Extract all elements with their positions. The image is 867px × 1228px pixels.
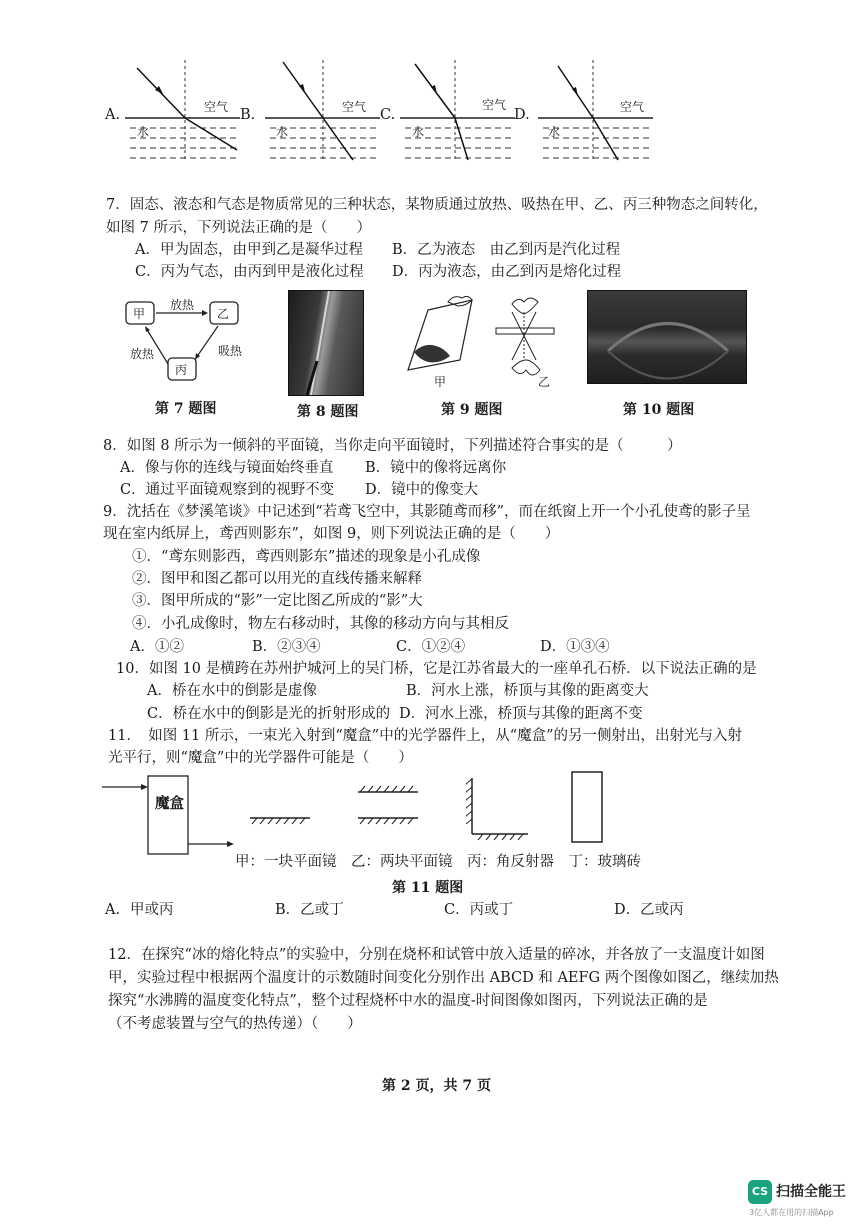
fig7-caption: 第 7 题图 <box>155 401 217 417</box>
q6-fig-c-air-label: 空气 <box>482 98 507 112</box>
q9-option-b[interactable]: B．②③④ <box>252 639 321 655</box>
q11-stem-line2: 光平行，则“魔盒”中的光学器件可能是（ ） <box>108 750 413 766</box>
fig7-label-fangre-left: 放热 <box>130 347 155 361</box>
q8-option-a[interactable]: A．像与你的连线与镜面始终垂直 <box>120 460 334 476</box>
q10-option-c[interactable]: C．桥在水中的倒影是光的折射形成的 <box>147 706 391 722</box>
q8-option-d[interactable]: D．镜中的像变大 <box>365 482 479 498</box>
scanner-logo-icon: CS <box>748 1180 772 1204</box>
fig7-box-yi: 乙 <box>217 307 230 321</box>
q6-fig-b-air-label: 空气 <box>342 100 367 114</box>
fig8-photo <box>288 290 364 396</box>
q6-option-c-label: C. <box>380 107 396 123</box>
fig7-label-fangre-top: 放热 <box>170 298 195 312</box>
q6-fig-c-water-label: 水 <box>412 125 425 139</box>
q7-option-c[interactable]: C．丙为气态，由丙到甲是液化过程 <box>135 264 364 280</box>
q7-option-b[interactable]: B．乙为液态 由乙到丙是汽化过程 <box>392 242 621 258</box>
q12-line2: 甲，实验过程中根据两个温度计的示数随时间变化分别作出 ABCD 和 AEFG 两个图像如图乙，继续加热 <box>108 970 779 986</box>
q8-option-c[interactable]: C．通过平面镜观察到的视野不变 <box>120 482 335 498</box>
q11-stem-line1: 11． 如图 11 所示，一束光入射到“魔盒”中的光学器件上，从“魔盒”的另一侧射出，出射光与入射 <box>108 728 743 744</box>
q9-stem-line2: 现在室内纸屏上，鸢西则影东”，如图 9，则下列说法正确的是（ ） <box>103 526 560 542</box>
q9-stem-line1: 9．沈括在《梦溪笔谈》中记述到“若鸢飞空中，其影随鸢而移”，而在纸窗上开一个小孔使鸢的影子呈 <box>103 504 751 520</box>
fig11-legend: 甲：一块平面镜 乙：两块平面镜 丙：角反射器 丁：玻璃砖 <box>235 854 641 870</box>
q10-stem: 10．如图 10 是横跨在苏州护城河上的吴门桥，它是江苏省最大的一座单孔石桥．以下说法正确的是 <box>116 661 757 677</box>
fig7-box-bing: 丙 <box>175 363 188 377</box>
fig9-label-yi: 乙 <box>538 375 551 389</box>
q9-statement-2: ②．图甲和图乙都可以用光的直线传播来解释 <box>132 571 422 587</box>
fig9-caption: 第 9 题图 <box>441 402 503 418</box>
q7-stem-line1: 7．固态、液态和气态是物质常见的三种状态，某物质通过放热、吸热在甲、乙、丙三种物态之间转化， <box>106 197 768 213</box>
fig9-label-jia: 甲 <box>434 375 447 389</box>
fig10-bridge-shape <box>588 291 746 383</box>
q9-statement-1: ①．“鸢东则影西，鸢西则影东”描述的现象是小孔成像 <box>132 549 481 565</box>
q12-line1: 12．在探究“冰的熔化特点”的实验中，分别在烧杯和试管中放入适量的碎冰，并各放了一支温度计如图 <box>108 947 765 963</box>
q8-option-b[interactable]: B．镜中的像将远离你 <box>365 460 507 476</box>
q6-fig-a-air-label: 空气 <box>204 100 229 114</box>
fig8-mirror-shape <box>289 291 363 395</box>
q12-line4: （不考虑装置与空气的热传递）（ ） <box>108 1016 362 1032</box>
fig10-caption: 第 10 题图 <box>623 402 695 418</box>
fig11-caption: 第 11 题图 <box>392 880 464 896</box>
q9-option-a[interactable]: A．①② <box>130 639 184 655</box>
scanner-app-title: 扫描全能王 <box>776 1184 846 1200</box>
q11-option-a[interactable]: A．甲或丙 <box>105 902 174 918</box>
q9-option-d[interactable]: D．①③④ <box>540 639 610 655</box>
fig7-label-xire: 吸热 <box>218 344 243 358</box>
q11-option-b[interactable]: B．乙或丁 <box>275 902 344 918</box>
q6-option-a-label: A. <box>105 107 121 123</box>
q10-option-b[interactable]: B．河水上涨，桥顶与其像的距离变大 <box>406 683 649 699</box>
q11-option-c[interactable]: C．丙或丁 <box>444 902 514 918</box>
q6-fig-b-water-label: 水 <box>276 125 289 139</box>
q6-fig-d-water-label: 水 <box>548 125 561 139</box>
page-footer: 第 2 页，共 7 页 <box>382 1078 491 1094</box>
q12-line3: 探究“水沸腾的温度变化特点”，整个过程烧杯中水的温度-时间图像如图丙，下列说法正确的是 <box>108 993 708 1009</box>
fig8-caption: 第 8 题图 <box>297 404 359 420</box>
q8-stem: 8．如图 8 所示为一倾斜的平面镜，当你走向平面镜时，下列描述符合事实的是（ ） <box>103 438 682 454</box>
scanner-app-tagline: 3亿人都在用的扫描App <box>749 1208 834 1217</box>
q9-statement-4: ④．小孔成像时，物左右移动时，其像的移动方向与其相反 <box>132 616 509 632</box>
fig7-box-jia: 甲 <box>133 307 146 321</box>
q6-option-d-label: D. <box>514 107 530 123</box>
q9-statement-3: ③．图甲所成的“影”一定比图乙所成的“影”大 <box>132 593 423 609</box>
q9-option-c[interactable]: C．①②④ <box>396 639 466 655</box>
q10-option-d[interactable]: D．河水上涨，桥顶与其像的距离不变 <box>399 706 643 722</box>
q11-option-d[interactable]: D．乙或丙 <box>614 902 684 918</box>
q7-option-d[interactable]: D．丙为液态，由乙到丙是熔化过程 <box>392 264 622 280</box>
fig11-magic-box-label: 魔盒 <box>155 795 184 812</box>
q6-option-b-label: B. <box>240 107 256 123</box>
fig10-photo <box>587 290 747 384</box>
q7-stem-line2: 如图 7 所示，下列说法正确的是（ ） <box>106 220 371 236</box>
q10-option-a[interactable]: A．桥在水中的倒影是虚像 <box>147 683 317 699</box>
q7-option-a[interactable]: A．甲为固态，由甲到乙是凝华过程 <box>135 242 363 258</box>
q6-fig-a-water-label: 水 <box>137 125 150 139</box>
q6-fig-d-air-label: 空气 <box>620 100 645 114</box>
